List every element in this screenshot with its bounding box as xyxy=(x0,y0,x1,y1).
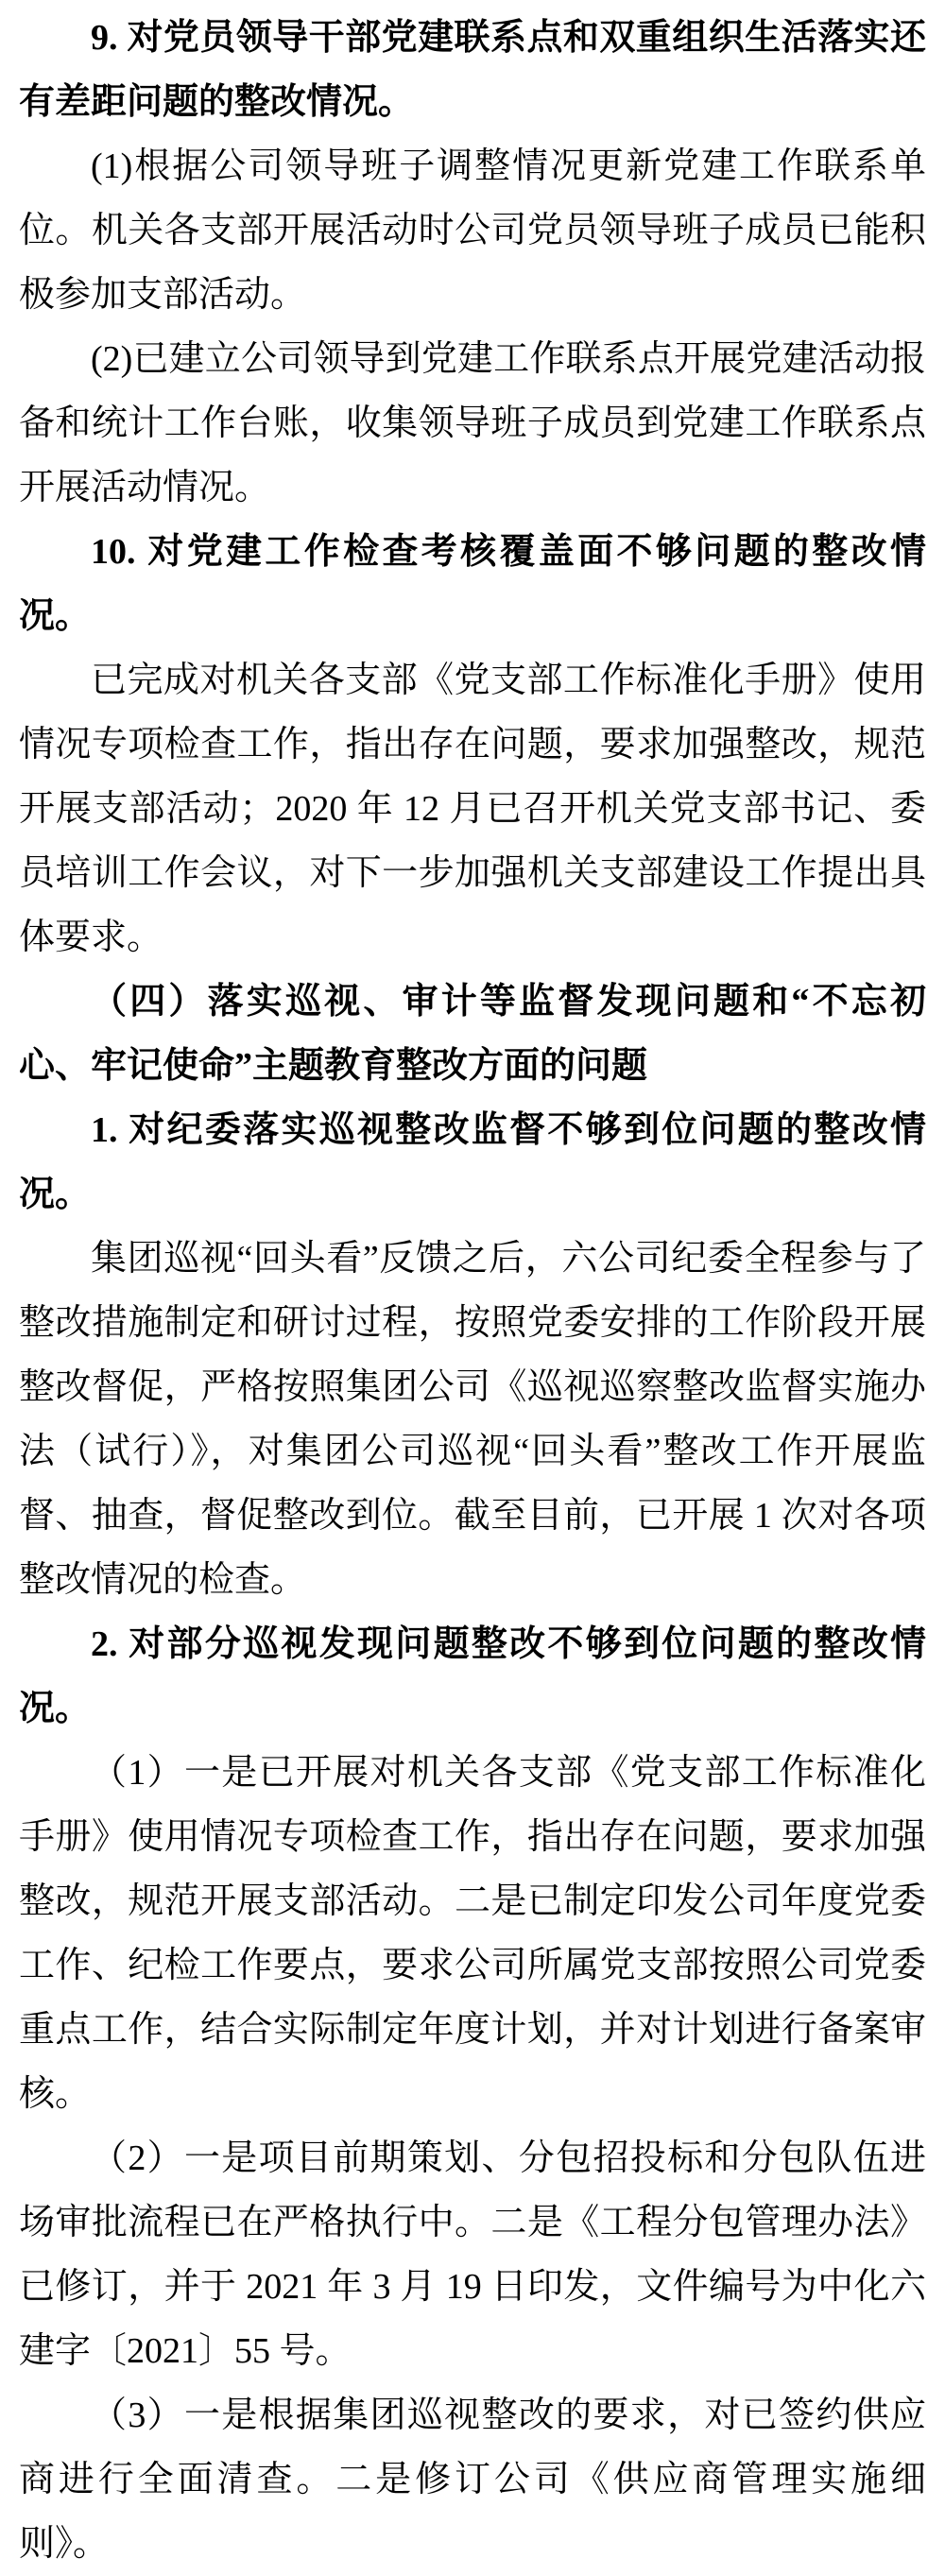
body-paragraph: （2）一是项目前期策划、分包招投标和分包队伍进场审批流程已在严格执行中。二是《工程分包管理办法》已修订，并于 2021 年 3 月 19 日印发，文件编号为中化六建字〔2021〕55 号。 xyxy=(19,2138,926,2371)
body-paragraph: 集团巡视“回头看”反馈之后，六公司纪委全程参与了整改措施制定和研讨过程，按照党委安排的工作阶段开展整改督促，严格按照集团公司《巡视巡察整改监督实施办法（试行）》，对集团公司巡视“回头看”整改工作开展监督、抽查，督促整改到位。截至目前，已开展 1 次对各项整改情况的检查。 xyxy=(19,1239,926,1600)
body-paragraph: （1）一是已开展对机关各支部《党支部工作标准化手册》使用情况专项检查工作，指出存在问题，要求加强整改，规范开展支部活动。二是已制定印发公司年度党委工作、纪检工作要点，要求公司所属党支部按照公司党委重点工作，结合实际制定年度计划，并对计划进行备案审核。 xyxy=(19,1753,926,2114)
body-paragraph: (1)根据公司领导班子调整情况更新党建工作联系单位。机关各支部开展活动时公司党员领导班子成员已能积极参加支部活动。 xyxy=(19,146,926,315)
heading-paragraph: （四）落实巡视、审计等监督发现问题和“不忘初心、牢记使命”主题教育整改方面的问题 xyxy=(19,982,926,1086)
body-paragraph: (2)已建立公司领导到党建工作联系点开展党建活动报备和统计工作台账，收集领导班子成员到党建工作联系点开展活动情况。 xyxy=(19,339,926,507)
body-paragraph: （3）一是根据集团巡视整改的要求，对已签约供应商进行全面清查。二是修订公司《供应商管理实施细则》。 xyxy=(19,2396,926,2564)
body-paragraph: 已完成对机关各支部《党支部工作标准化手册》使用情况专项检查工作，指出存在问题，要求加强整改，规范开展支部活动；2020 年 12 月已召开机关党支部书记、委员培训工作会议，对下一步加强机关支部建设工作提出具体要求。 xyxy=(19,661,926,957)
heading-paragraph: 1. 对纪委落实巡视整改监督不够到位问题的整改情况。 xyxy=(19,1110,926,1214)
heading-paragraph: 9. 对党员领导干部党建联系点和双重组织生活落实还有差距问题的整改情况。 xyxy=(19,18,926,122)
heading-paragraph: 2. 对部分巡视发现问题整改不够到位问题的整改情况。 xyxy=(19,1624,926,1728)
heading-paragraph: 10. 对党建工作检查考核覆盖面不够问题的整改情况。 xyxy=(19,532,926,636)
